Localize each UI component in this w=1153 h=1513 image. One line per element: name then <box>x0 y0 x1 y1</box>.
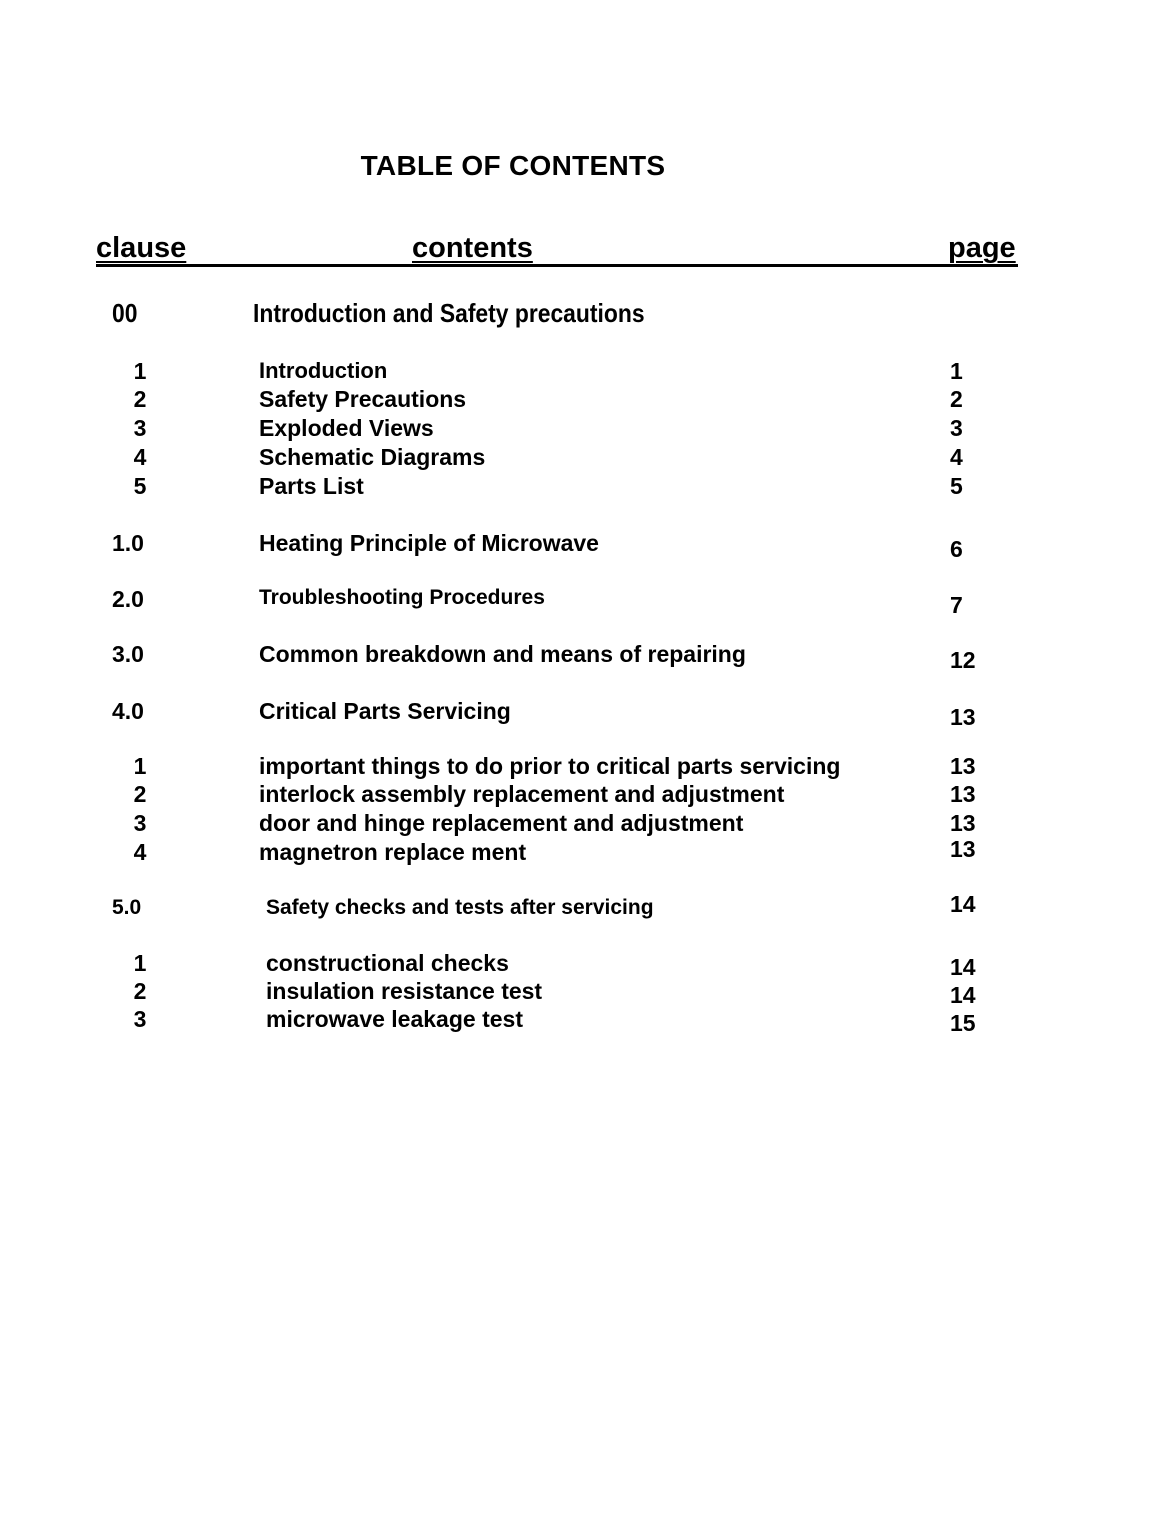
toc-item-row[interactable] <box>0 358 1153 388</box>
toc-section-row[interactable] <box>0 586 1153 616</box>
toc-page-number: 2 <box>950 386 963 412</box>
toc-item-title: Introduction <box>259 358 388 383</box>
column-header-page: page <box>948 232 1016 264</box>
toc-page-number: 5 <box>950 473 963 499</box>
toc-clause-number: 1 <box>133 753 147 779</box>
toc-section-row[interactable] <box>0 891 1153 926</box>
toc-clause-number: 3 <box>133 810 147 836</box>
toc-item-title: constructional checks <box>266 950 509 976</box>
toc-clause-number: 1 <box>133 358 147 384</box>
toc-item-row[interactable] <box>0 415 1153 445</box>
toc-page-number: 14 <box>950 954 976 980</box>
toc-item-title: interlock assembly replacement and adjustment <box>259 781 785 807</box>
toc-item-title: Safety Precautions <box>259 386 467 412</box>
toc-item-row[interactable] <box>0 473 1153 503</box>
toc-page-number: 1 <box>950 358 963 384</box>
toc-page-number: 13 <box>950 753 976 779</box>
toc-item-title: Parts List <box>259 473 364 499</box>
toc-clause-number: 4.0 <box>112 698 144 724</box>
toc-section-title: Heating Principle of Microwave <box>259 530 599 556</box>
toc-clause-number: 2.0 <box>112 586 144 612</box>
toc-page-number: 12 <box>950 647 976 673</box>
toc-section-row[interactable] <box>0 698 1153 728</box>
toc-item-row[interactable] <box>0 444 1153 474</box>
toc-item-row[interactable] <box>0 1006 1153 1036</box>
toc-item-title: magnetron replace ment <box>259 839 527 865</box>
toc-item-row[interactable] <box>0 386 1153 416</box>
toc-page-number: 4 <box>950 444 963 470</box>
toc-section-title: Troubleshooting Procedures <box>259 586 545 609</box>
toc-item-title: insulation resistance test <box>266 978 543 1004</box>
toc-section-title: Introduction and Safety precautions <box>253 298 645 328</box>
toc-clause-number: 1 <box>133 950 147 976</box>
toc-item-row[interactable] <box>0 978 1153 1008</box>
toc-clause-number: 2 <box>133 386 147 412</box>
toc-item-title: Schematic Diagrams <box>259 444 486 470</box>
toc-section-title: Safety checks and tests after servicing <box>266 896 654 919</box>
toc-page-number: 13 <box>950 781 976 807</box>
header-rule <box>96 264 1018 267</box>
toc-item-title: important things to do prior to critical parts servicing <box>259 753 841 779</box>
toc-item-title: microwave leakage test <box>266 1006 523 1032</box>
toc-clause-number: 00 <box>112 298 138 328</box>
toc-page-number: 15 <box>950 1010 976 1036</box>
toc-clause-number: 3.0 <box>112 641 144 667</box>
toc-page-number: 3 <box>950 415 963 441</box>
toc-section-title: Critical Parts Servicing <box>259 698 511 724</box>
toc-item-row[interactable] <box>0 781 1153 811</box>
toc-section-title: Common breakdown and means of repairing <box>259 641 746 667</box>
toc-item-row[interactable] <box>0 950 1153 980</box>
toc-page-number: 14 <box>950 982 976 1008</box>
toc-item-row[interactable] <box>0 810 1153 840</box>
toc-page-number: 13 <box>950 704 976 730</box>
toc-item-title: Exploded Views <box>259 415 434 441</box>
document-title: TABLE OF CONTENTS <box>360 150 666 181</box>
toc-clause-number: 2 <box>133 781 147 807</box>
toc-page-number: 13 <box>950 810 976 836</box>
toc-section-row[interactable] <box>0 530 1153 560</box>
toc-page-number: 14 <box>950 891 976 917</box>
toc-page-number: 13 <box>950 836 976 862</box>
toc-clause-number: 3 <box>133 1006 147 1032</box>
toc-clause-number: 4 <box>133 444 147 470</box>
toc-item-row[interactable] <box>0 753 1153 783</box>
toc-section-row[interactable] <box>0 641 1153 671</box>
toc-item-title: door and hinge replacement and adjustment <box>259 810 744 836</box>
toc-clause-number: 4 <box>133 839 147 865</box>
toc-page-number: 7 <box>950 592 963 618</box>
toc-clause-number: 5 <box>133 473 147 499</box>
toc-clause-number: 3 <box>133 415 147 441</box>
toc-clause-number: 5.0 <box>112 896 142 919</box>
toc-item-row[interactable] <box>0 836 1153 869</box>
toc-clause-number: 1.0 <box>112 530 144 556</box>
toc-section-row[interactable] <box>0 298 1153 328</box>
column-header-contents: contents <box>412 232 533 264</box>
toc-page-number: 6 <box>950 536 963 562</box>
column-header-clause: clause <box>96 232 187 264</box>
toc-clause-number: 2 <box>133 978 147 1004</box>
